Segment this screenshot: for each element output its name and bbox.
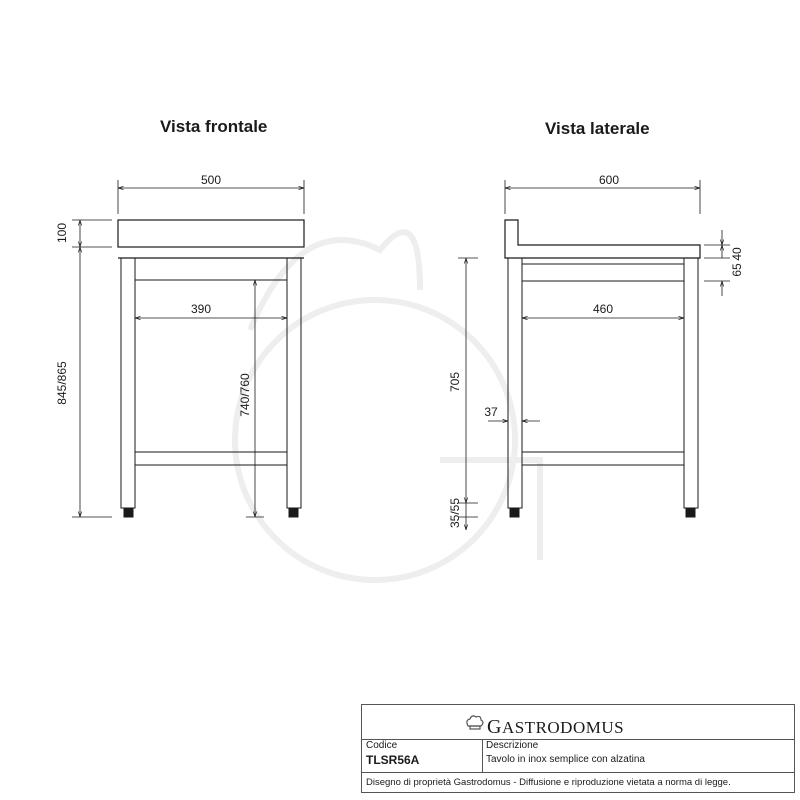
side-bottom-shelf <box>522 452 684 465</box>
title-block <box>361 704 795 793</box>
brand-name: GASTRODOMUS <box>487 716 625 738</box>
copyright-notice: Disegno di proprietà Gastrodomus - Diffusione e riproduzione vietata a norma di legge. <box>366 777 731 788</box>
dim-side-height: 705 <box>448 371 462 393</box>
dim-side-top-b: 65 <box>730 263 744 277</box>
front-worktop <box>118 220 304 247</box>
side-view-title: Vista laterale <box>545 119 650 138</box>
front-view <box>118 220 304 517</box>
side-view <box>505 220 700 517</box>
side-worktop <box>505 220 700 258</box>
dim-side-foot: 35/55 <box>448 497 462 529</box>
title-block-info-row <box>362 739 794 773</box>
side-top-rail <box>522 264 684 281</box>
chef-hat-icon <box>465 714 485 730</box>
front-leg-left <box>121 258 135 508</box>
description-label: Descrizione <box>486 740 539 751</box>
side-foot-left <box>510 508 519 517</box>
front-top-rail <box>135 258 287 280</box>
dim-side-top-a: 40 <box>730 247 744 261</box>
front-foot-right <box>289 508 298 517</box>
dim-side-inner-depth: 460 <box>592 302 614 316</box>
front-foot-left <box>124 508 133 517</box>
front-leg-right <box>287 258 301 508</box>
dim-front-inner-width: 390 <box>190 302 212 316</box>
side-dimensions <box>458 180 730 530</box>
side-foot-right <box>686 508 695 517</box>
front-view-title: Vista frontale <box>160 117 268 136</box>
side-leg-right <box>684 258 698 508</box>
dim-front-upstand: 100 <box>55 222 69 244</box>
dim-side-offset: 37 <box>484 405 498 419</box>
dim-front-inner-height: 740/760 <box>238 373 252 417</box>
front-bottom-shelf <box>135 452 287 465</box>
dim-front-total-height: 845/865 <box>55 361 69 405</box>
dim-side-depth: 600 <box>598 173 620 187</box>
description-value: Tavolo in inox semplice con alzatina <box>486 754 645 765</box>
brand-logo <box>362 705 794 740</box>
code-value: TLSR56A <box>366 753 420 767</box>
code-label: Codice <box>366 740 398 751</box>
dim-front-width: 500 <box>200 173 222 187</box>
